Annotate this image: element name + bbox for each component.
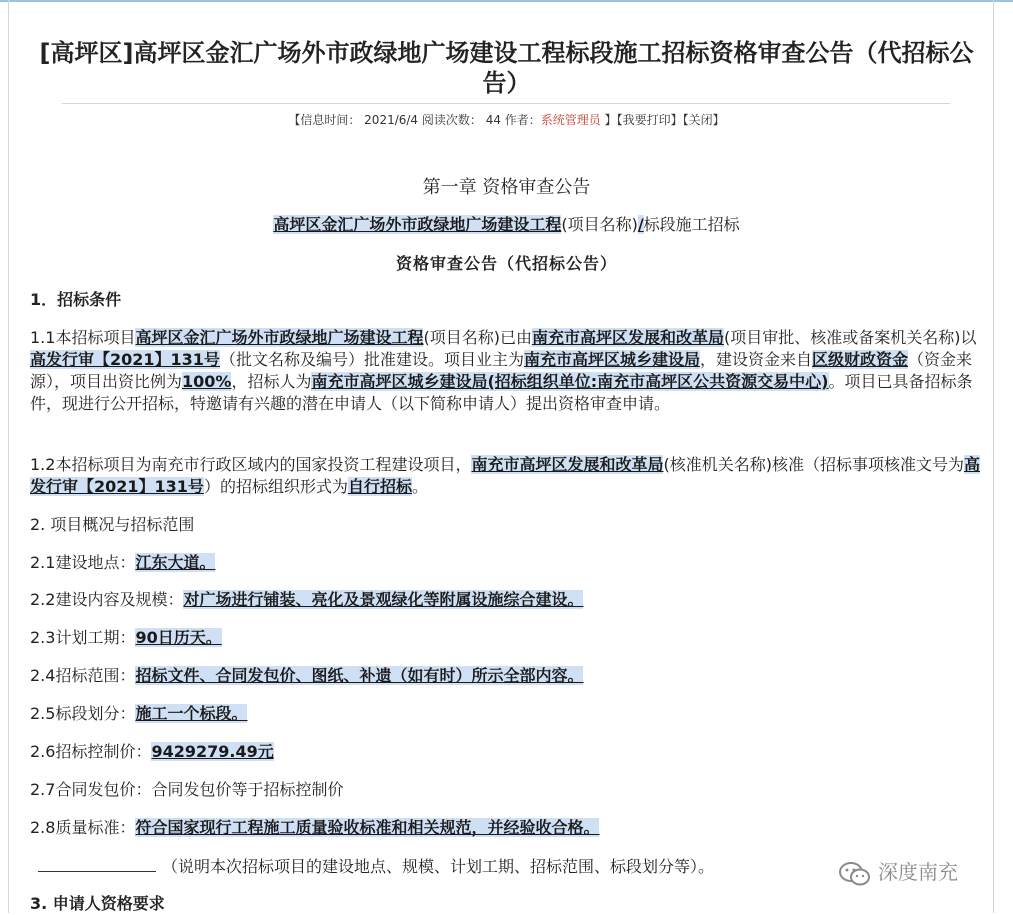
scope-note: （说明本次招标项目的建设地点、规模、计划工期、招标范围、标段划分等）。 <box>38 855 714 878</box>
item-2-1: 2.1建设地点：江东大道。 <box>30 553 216 572</box>
section1-heading: 1．招标条件 <box>30 290 122 309</box>
section2-heading: 2. 项目概况与招标范围 <box>30 515 195 534</box>
meta-info: 【信息时间： 2021/6/4 阅读次数： 44 作者： <box>288 113 541 127</box>
paragraph-1-1: 1.1本招标项目高坪区金汇广场外市政绿地广场建设工程(项目名称)已由南充市高坪区发展和改革局(项目审批、核准或备案机关名称)以高发行审【2021】131号（批文名称及编号）批准建设。项目业主为南充市高坪区城乡建设局，建设资金来自区级财政资金（资金来源），项目出资比例为100%，招标人为南充市高坪区城乡建设局(招标组织单位:南充市高坪区公共资源交易中心)。项目已具备招标条件，现进行公开招标，特邀请有兴趣的潜在申请人（以下简称申请人）提出资格审查申请。 <box>30 328 977 413</box>
left-border <box>8 0 9 913</box>
notice-title: 资格审查公告（代招标公告） <box>395 254 617 273</box>
item-2-5: 2.5标段划分：施工一个标段。 <box>30 704 248 723</box>
paragraph-1-2: 1.2本招标项目为南充市行政区域内的国家投资工程建设项目，南充市高坪区发展和改革局(核准机关名称)核准（招标事项核准文号为高发行审【2021】131号）的招标组织形式为自行招标。 <box>30 455 980 496</box>
title-divider <box>62 103 950 104</box>
project-name: 高坪区金汇广场外市政绿地广场建设工程 <box>273 215 562 234</box>
project-title: 高坪区金汇广场外市政绿地广场建设工程(项目名称)/标段施工招标 <box>273 215 740 234</box>
meta-author[interactable]: 系统管理员 <box>540 113 601 127</box>
watermark <box>838 856 958 887</box>
item-2-2: 2.2建设内容及规模：对广场进行铺装、亮化及景观绿化等附属设施综合建设。 <box>30 590 584 609</box>
meta-bar <box>0 111 1013 128</box>
item-2-7: 2.7合同发包价：合同发包价等于招标控制价 <box>30 780 344 799</box>
top-border <box>0 0 1013 2</box>
item-2-3: 2.3计划工期：90日历天。 <box>30 628 222 647</box>
chapter-heading: 第一章 资格审查公告 <box>422 177 591 198</box>
page-title: [高坪区]高坪区金汇广场外市政绿地广场建设工程标段施工招标资格审查公告（代招标公告） <box>39 39 974 97</box>
item-2-6: 2.6招标控制价：9429279.49元 <box>30 742 274 761</box>
item-2-8: 2.8质量标准：符合国家现行工程施工质量验收标准和相关规范，并经验收合格。 <box>30 818 600 837</box>
meta-actions[interactable]: 】【我要打印】【关闭】 <box>600 113 725 127</box>
section3-heading: 3. 申请人资格要求 <box>30 894 165 913</box>
right-border <box>993 0 994 913</box>
wechat-icon <box>838 861 872 887</box>
item-2-4: 2.4招标范围：招标文件、合同发包价、图纸、补遗（如有时）所示全部内容。 <box>30 666 584 685</box>
blank-underline <box>38 855 156 872</box>
watermark-text: 深度南充 <box>878 860 958 884</box>
